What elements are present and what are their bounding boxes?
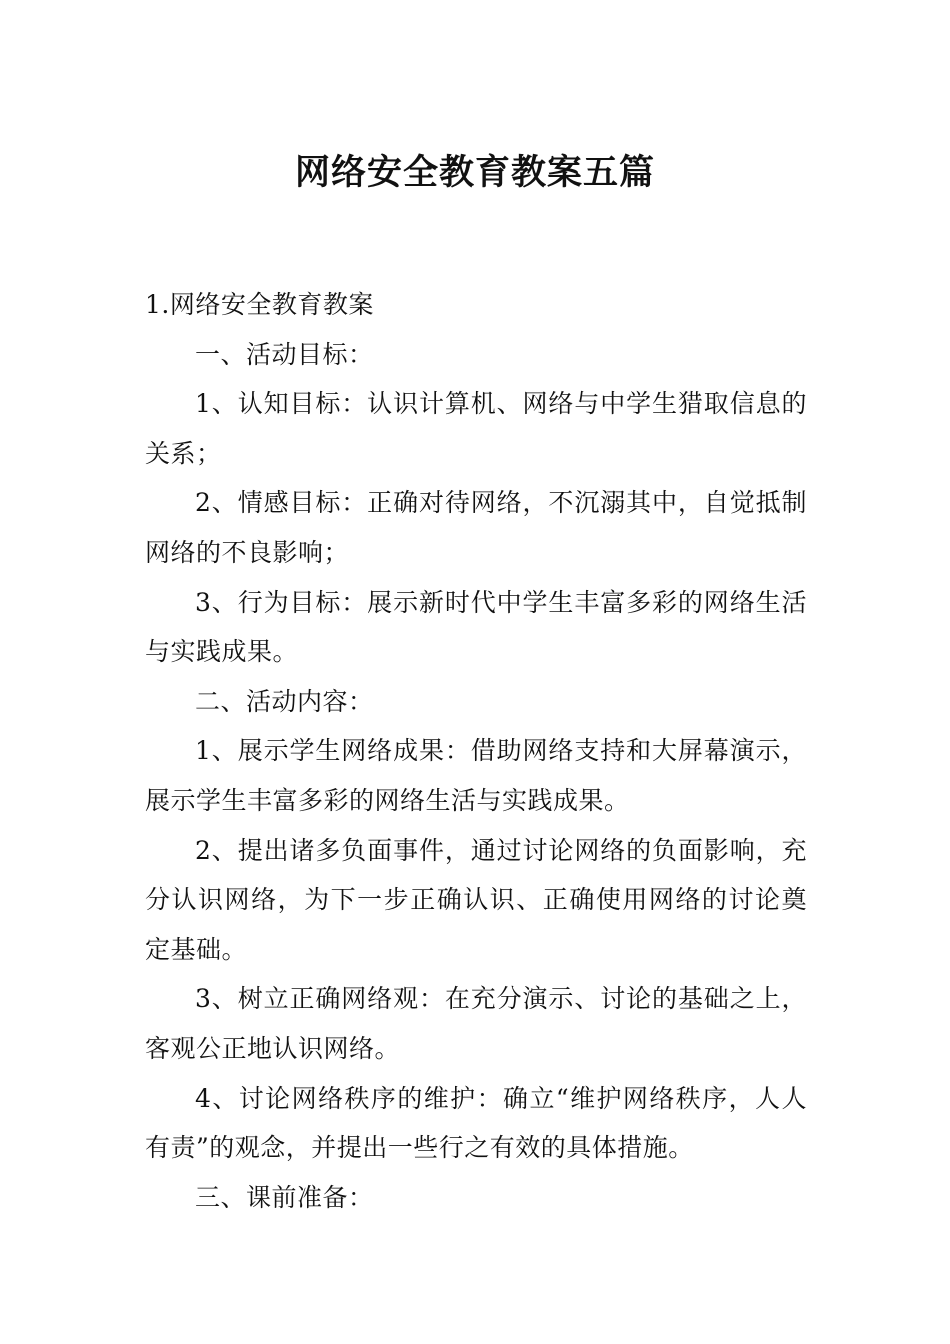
section-heading: 1.网络安全教育教案 [145, 290, 374, 319]
paragraph-content-2: 2、提出诸多负面事件，通过讨论网络的负面影响，充分认识网络，为下一步正确认识、正确使用网络的讨论奠定基础。 [145, 835, 807, 964]
paragraph-emotional-goal: 2、情感目标：正确对待网络，不沉溺其中，自觉抵制网络的不良影响； [145, 488, 807, 567]
paragraph-content-3: 3、树立正确网络观：在充分演示、讨论的基础之上，客观公正地认识网络。 [145, 984, 807, 1063]
paragraph-content-4: 4、讨论网络秩序的维护：确立“维护网络秩序，人人有责”的观念，并提出一些行之有效的具体措施。 [145, 1083, 807, 1163]
paragraph-preparation-heading: 三、课前准备： [195, 1182, 374, 1212]
document-body [145, 280, 807, 1222]
paragraph-activity-content-heading: 二、活动内容： [195, 686, 374, 716]
paragraph-behavior-goal: 3、行为目标：展示新时代中学生丰富多彩的网络生活与实践成果。 [145, 587, 807, 667]
paragraph-activity-goals-heading: 一、活动目标： [195, 339, 374, 369]
paragraph-cognitive-goal: 1、认知目标：认识计算机、网络与中学生猎取信息的关系； [145, 389, 807, 468]
paragraph-content-1: 1、展示学生网络成果：借助网络支持和大屏幕演示，展示学生丰富多彩的网络生活与实践成果。 [145, 736, 807, 815]
document-title: 网络安全教育教案五篇 [294, 152, 655, 194]
